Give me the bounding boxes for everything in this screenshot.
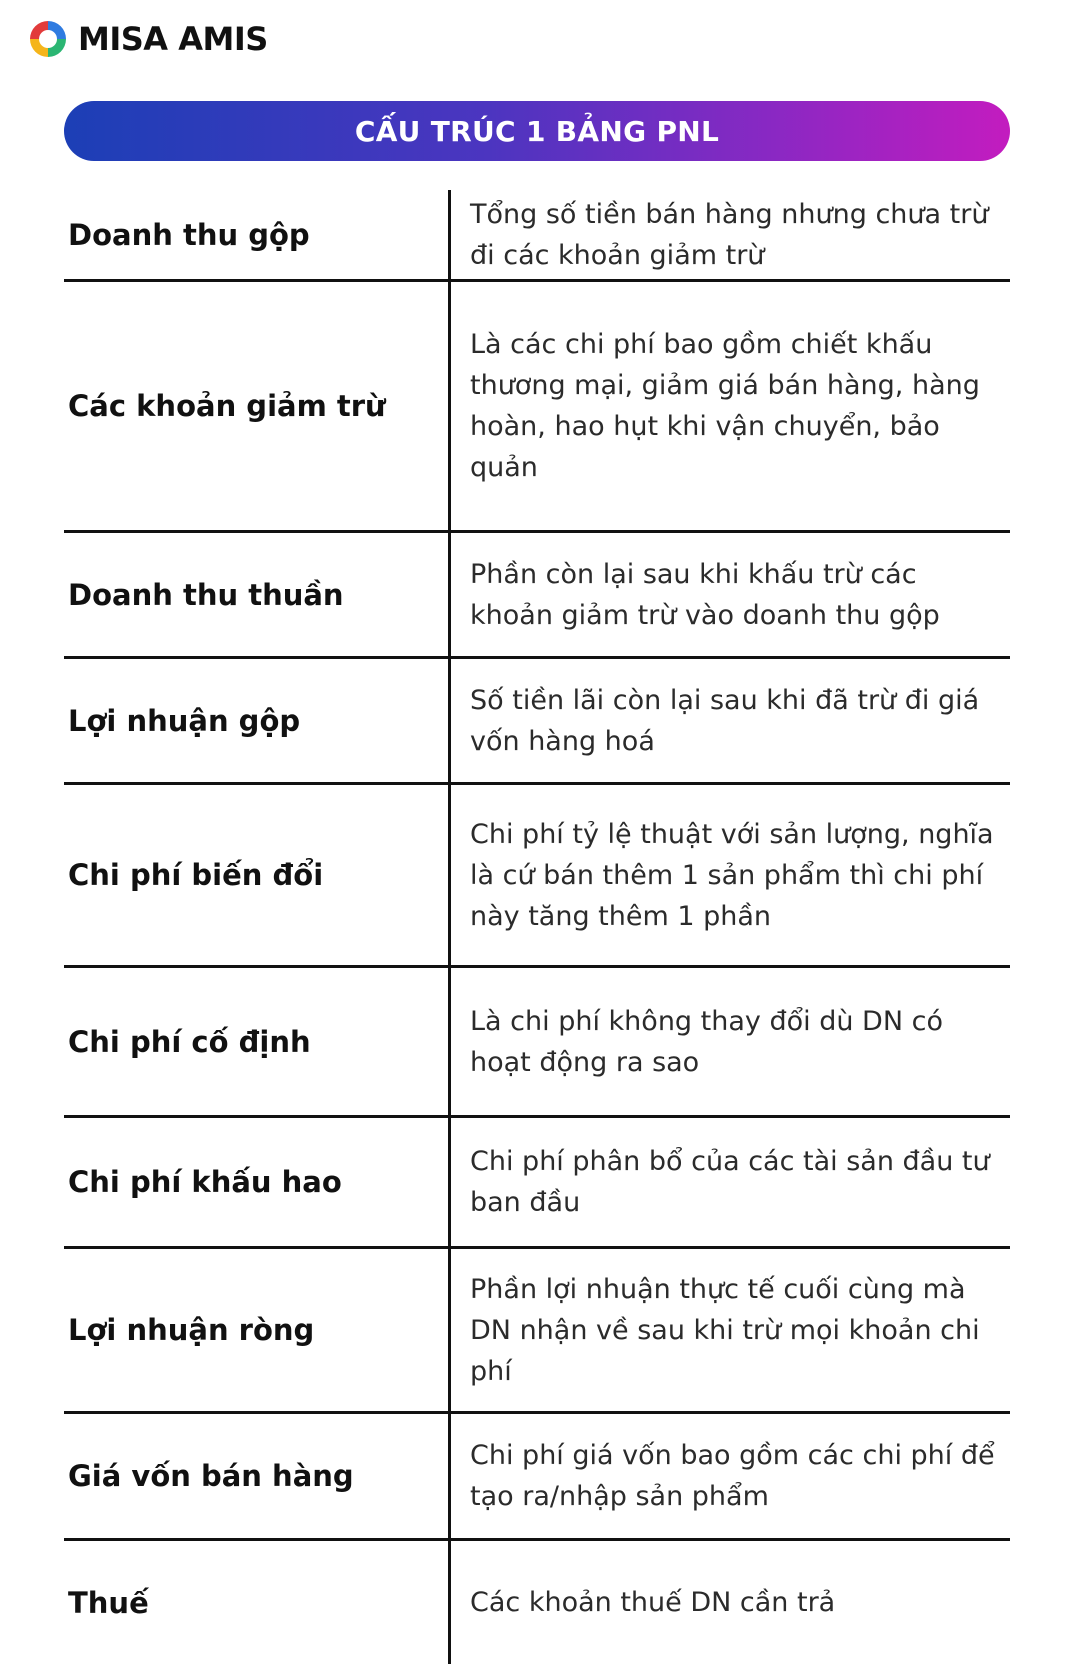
table-row (64, 282, 1010, 533)
table-row (64, 1541, 1010, 1664)
row-description: Là các chi phí bao gồm chiết khấu thương mại, giảm giá bán hàng, hàng hoàn, hao hụt khi vận chuyển, bảo quản (448, 282, 1010, 530)
table-row (64, 659, 1010, 785)
row-term: Chi phí biến đổi (68, 858, 324, 892)
row-description: Phần lợi nhuận thực tế cuối cùng mà DN nhận về sau khi trừ mọi khoản chi phí (448, 1249, 1010, 1411)
table-row (64, 190, 1010, 282)
row-term: Giá vốn bán hàng (68, 1459, 354, 1493)
row-description: Chi phí phân bổ của các tài sản đầu tư ban đầu (448, 1118, 1010, 1246)
misa-amis-logo-icon (26, 17, 70, 61)
table-row (64, 785, 1010, 968)
row-term: Chi phí khấu hao (68, 1165, 342, 1199)
pnl-structure-table (64, 190, 1010, 1664)
row-description: Tổng số tiền bán hàng nhưng chưa trừ đi các khoản giảm trừ (448, 190, 1010, 279)
row-description: Là chi phí không thay đổi dù DN có hoạt động ra sao (448, 968, 1010, 1115)
row-description: Số tiền lãi còn lại sau khi đã trừ đi giá vốn hàng hoá (448, 659, 1010, 782)
row-term: Các khoản giảm trừ (68, 389, 386, 423)
row-term: Doanh thu gộp (68, 217, 310, 252)
row-description: Chi phí giá vốn bao gồm các chi phí để tạo ra/nhập sản phẩm (448, 1414, 1010, 1538)
row-term: Thuế (68, 1585, 149, 1620)
table-row (64, 1414, 1010, 1541)
table-row (64, 533, 1010, 659)
row-description: Các khoản thuế DN cần trả (448, 1541, 1010, 1664)
row-term: Lợi nhuận ròng (68, 1313, 315, 1347)
row-description: Phần còn lại sau khi khấu trừ các khoản giảm trừ vào doanh thu gộp (448, 533, 1010, 656)
banner-title: CẤU TRÚC 1 BẢNG PNL (354, 114, 720, 148)
table-row (64, 968, 1010, 1118)
table-row (64, 1118, 1010, 1249)
row-description: Chi phí tỷ lệ thuật với sản lượng, nghĩa là cứ bán thêm 1 sản phẩm thì chi phí này tăng thêm 1 phần (448, 785, 1010, 965)
row-term: Doanh thu thuần (68, 577, 344, 612)
row-term: Chi phí cố định (68, 1024, 311, 1059)
title-banner (64, 101, 1010, 161)
table-row (64, 1249, 1010, 1414)
brand-logo (26, 16, 268, 62)
brand-name: MISA AMIS (78, 20, 268, 58)
row-term: Lợi nhuận gộp (68, 703, 301, 738)
